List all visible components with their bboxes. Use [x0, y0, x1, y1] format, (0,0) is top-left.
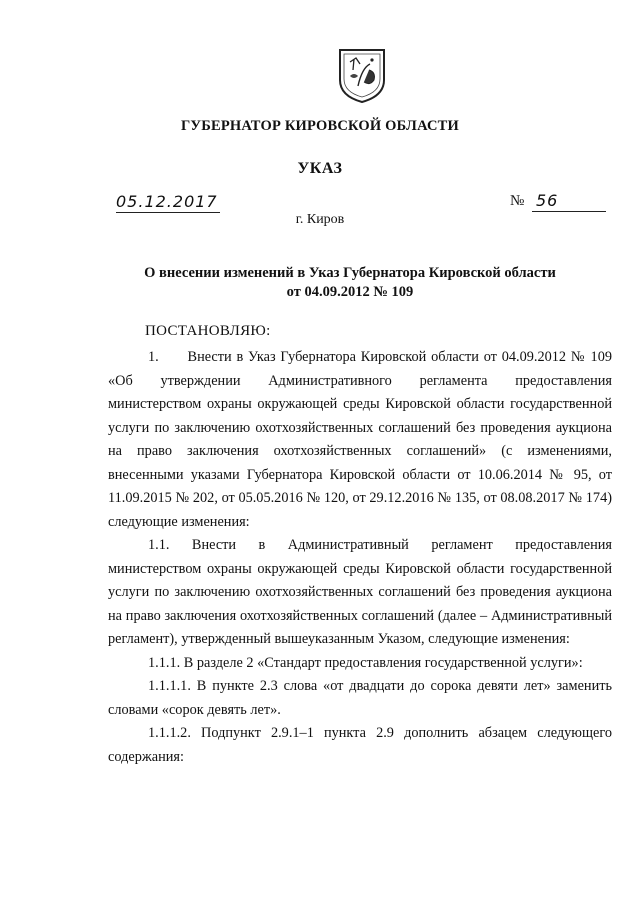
title-line-2: от 04.09.2012 № 109: [286, 284, 414, 300]
title-line-1: О внесении изменений в Указ Губернатора Кировской области: [144, 265, 556, 281]
document-city: г. Киров: [295, 212, 345, 227]
document-number: 56: [532, 191, 606, 212]
decree-word: ПОСТАНОВЛЯЮ:: [145, 323, 271, 339]
document-type-heading: УКАЗ: [297, 160, 343, 177]
paragraph-1-1-1: 1.1.1. В разделе 2 «Стандарт предоставления государственной услуги»:: [148, 654, 583, 671]
coat-of-arms-icon: [336, 46, 388, 104]
document-body: [108, 346, 616, 769]
paragraph-1-1: 1.1. Внести в Административный регламент предоставления министерством охраны окружающей среды Кировской области государственной услуги по заключению охотхозяйственных соглашений без проведения аукциона на право заключения охотхозяйственных соглашений (далее – Административный регламент), утвержденный вышеуказанным Указом, следующие изменения:: [108, 537, 612, 647]
document-title: [80, 264, 620, 302]
paragraph-1-1-1-2: 1.1.1.2. Подпункт 2.9.1–1 пункта 2.9 дополнить абзацем следующего содержания:: [108, 725, 612, 765]
document-date: 05.12.2017: [116, 192, 220, 213]
paragraph-1-1-1-1: 1.1.1.1. В пункте 2.3 слова «от двадцати до сорока девяти лет» заменить словами «сорок девять лет».: [108, 678, 612, 718]
number-sign: №: [510, 193, 525, 209]
organization-heading: ГУБЕРНАТОР КИРОВСКОЙ ОБЛАСТИ: [180, 118, 460, 134]
paragraph-1: 1. Внести в Указ Губернатора Кировской области от 04.09.2012 № 109 «Об утверждении Административного регламента предоставления министерством охраны окружающей среды Кировской области государственной услуги по заключению охотхозяйственных соглашений без проведения аукциона на право заключения охотхозяйственных соглашений» (с изменениями, внесенными указами Губернатора Кировской области от 10.06.2014 № 95, от 11.09.2015 № 202, от 05.05.2016 № 120, от 29.12.2016 № 135, от 08.08.2017 № 174) следующие изменения:: [108, 349, 616, 530]
